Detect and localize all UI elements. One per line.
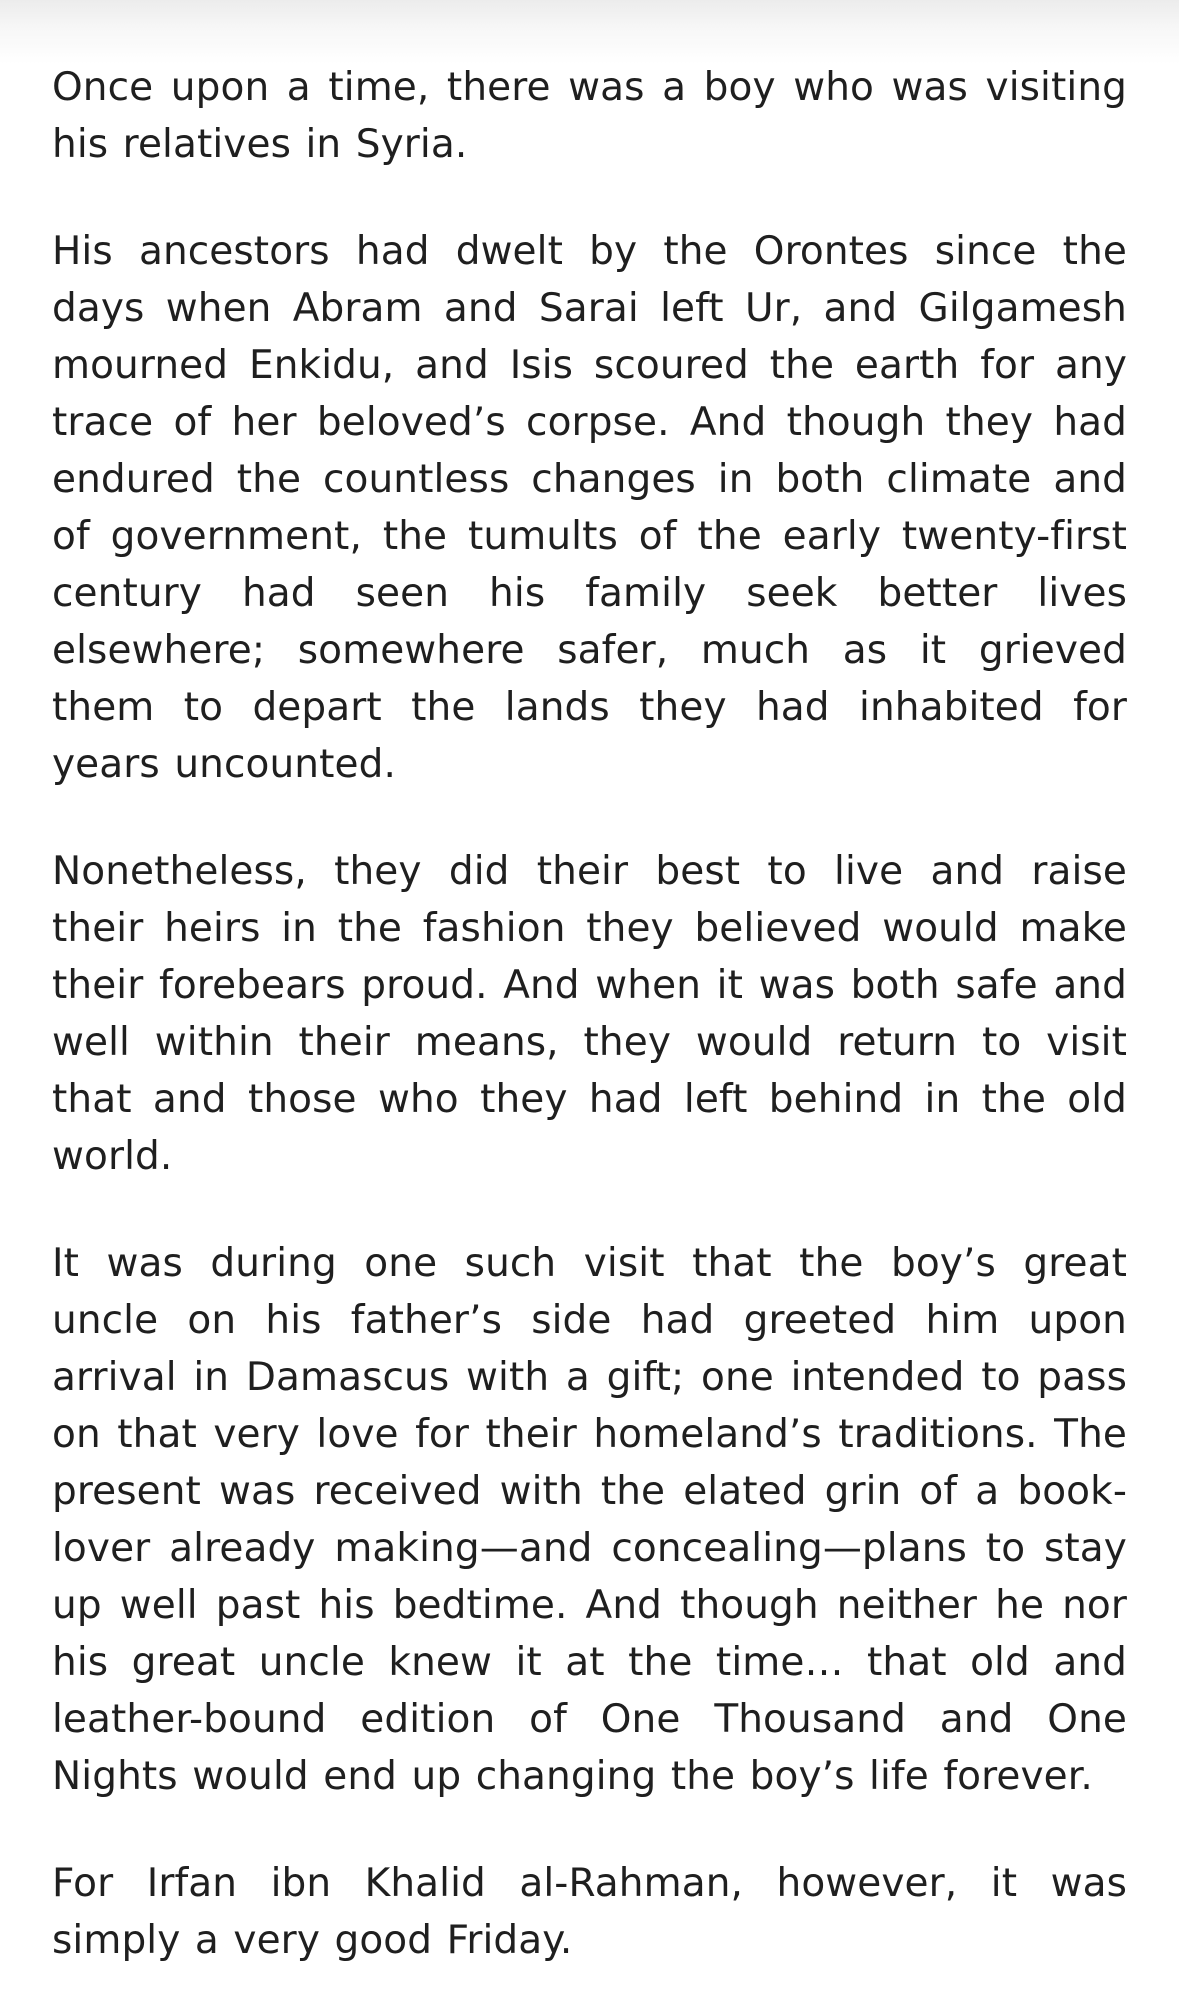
top-status-area — [0, 0, 1179, 64]
paragraph-4: It was during one such visit that the boy’s great uncle on his father’s side had greeted him upon arrival in Damascus with a gift; one intended to pass on that very love for their homeland’s traditions. The present was received with the elated grin of a book-lover already making—and concealing—plans to stay up well past his bedtime. And though neither he nor his great uncle knew it at the time… that old and leather-bound edition of One Thousand and One Nights would end up changing the boy’s life forever. — [52, 1241, 1127, 1799]
paragraph-3: Nonetheless, they did their best to live and raise their heirs in the fashion they believed would make their forebears proud. And when it was both safe and well within their means, they would return to visit that and those who they had left behind in the old world. — [52, 849, 1127, 1179]
paragraph-2: His ancestors had dwelt by the Orontes since the days when Abram and Sarai left Ur, and Gilgamesh mourned Enkidu, and Isis scoured the earth for any trace of her beloved’s corpse. And though they had endured the countless changes in both climate and of government, the tumults of the early twenty-first century had seen his family seek better lives elsewhere; somewhere safer, much as it grieved them to depart the lands they had inhabited for years uncounted. — [52, 229, 1127, 787]
paragraph-5: For Irfan ibn Khalid al-Rahman, however, it was simply a very good Friday. — [52, 1861, 1127, 1963]
story-text-body[interactable] — [52, 59, 1127, 1969]
paragraph-1: Once upon a time, there was a boy who was visiting his relatives in Syria. — [52, 65, 1127, 167]
